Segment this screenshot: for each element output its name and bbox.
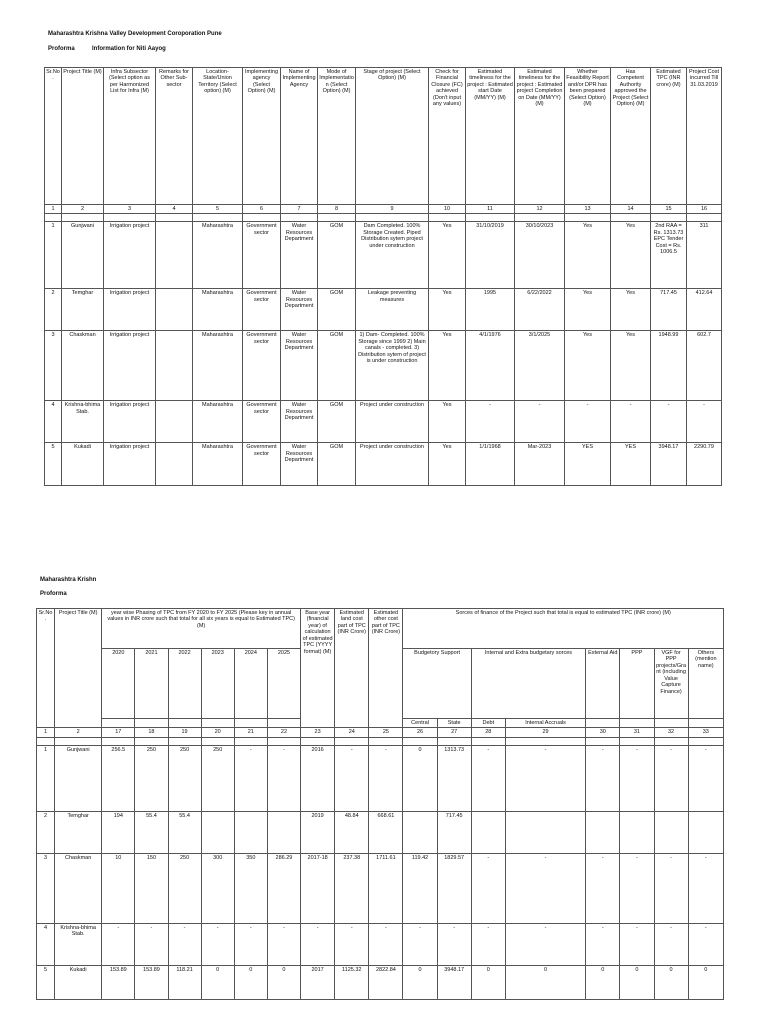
table-cell: Temghar — [55, 811, 102, 853]
table-cell: Yes — [429, 443, 466, 486]
table-cell: 412.64 — [687, 289, 722, 331]
header-cell: Estimated timeliness for the project : Estimated project Completion on Date (MM/YY) (M) — [515, 68, 565, 205]
table-cell: GOM — [318, 331, 356, 401]
year-header: 2023 — [201, 649, 234, 719]
column-number: 32 — [654, 728, 688, 737]
table-cell: - — [654, 745, 688, 811]
table-cell: Irrigation project — [104, 401, 156, 443]
table-cell: 1/1/1968 — [466, 443, 515, 486]
table-row — [45, 443, 722, 486]
table-cell: GOM — [318, 401, 356, 443]
organization-title: Maharashtra Krishna Valley Development Coroporation Pune — [48, 31, 222, 37]
table-cell: 5 — [45, 443, 62, 486]
table-cell: 4 — [37, 923, 55, 965]
project-info-table — [44, 67, 722, 486]
header-cell: PPP — [620, 649, 654, 719]
table-cell: 1313.73 — [437, 745, 471, 811]
spacer-row — [37, 737, 724, 745]
table-cell: Yes — [611, 222, 651, 289]
header-cell: Internal Accruals — [505, 719, 585, 728]
table-cell: Kukadi — [55, 965, 102, 999]
column-number: 23 — [301, 728, 335, 737]
table-cell: - — [505, 923, 585, 965]
table-cell: 0 — [234, 965, 267, 999]
header-cell: Implementing agency (Select Option) (M) — [243, 68, 281, 205]
table-cell: 2 — [45, 289, 62, 331]
table-cell: 3948.17 — [437, 965, 471, 999]
column-number: 1 — [45, 205, 62, 214]
table-cell: 717.45 — [651, 289, 687, 331]
table-cell — [586, 811, 620, 853]
table-cell: 2017 — [301, 965, 335, 999]
column-number: 13 — [565, 205, 611, 214]
table-cell: 4/1/1976 — [466, 331, 515, 401]
table-cell: Yes — [611, 331, 651, 401]
table-cell — [654, 811, 688, 853]
organization-title-short: Maharashtra Krishn — [40, 577, 97, 583]
header-cell: Infra Subsector (Select option as per Harmonized List for Infra (M) — [104, 68, 156, 205]
header-row — [45, 68, 722, 205]
header-cell: Sr.No. — [45, 68, 62, 205]
table-cell: 4 — [45, 401, 62, 443]
table-cell: - — [687, 401, 722, 443]
table-cell: Project under construction — [356, 443, 429, 486]
table-cell: 153.89 — [135, 965, 168, 999]
header-cell: Whether Feasibility Report and/or DPR has been prepared (Select Option) (M) — [565, 68, 611, 205]
table-cell: Irrigation project — [104, 222, 156, 289]
header-cell: Estimated land cost part of TPC (INR Crore) — [335, 609, 369, 728]
table-cell: 0 — [403, 965, 437, 999]
table-cell: - — [505, 745, 585, 811]
column-number: 5 — [193, 205, 243, 214]
table-cell: Yes — [611, 289, 651, 331]
column-number: 6 — [243, 205, 281, 214]
table-cell: 10 — [102, 853, 135, 923]
proforma-label-2: Proforma — [40, 591, 67, 597]
table-cell: 1125.32 — [335, 965, 369, 999]
table-cell: 1829.57 — [437, 853, 471, 923]
table-row — [37, 965, 724, 999]
header-cell: year wise Phasing of TPC from FY 2020 to FY 2025 (Please key in annual values in INR crore such that total for all six years is equal to Estimated TPC) (M) — [102, 609, 301, 649]
column-number: 33 — [688, 728, 723, 737]
column-number: 16 — [687, 205, 722, 214]
table-cell: 0 — [505, 965, 585, 999]
table-row — [45, 289, 722, 331]
table-cell — [234, 811, 267, 853]
table-cell — [471, 811, 505, 853]
column-number: 19 — [168, 728, 201, 737]
column-number: 30 — [586, 728, 620, 737]
column-number: 17 — [102, 728, 135, 737]
table-cell: Yes — [429, 222, 466, 289]
table-cell: 30/10/2023 — [515, 222, 565, 289]
table-cell: 250 — [135, 745, 168, 811]
column-number: 1 — [37, 728, 55, 737]
table-cell: 0 — [471, 965, 505, 999]
column-number: 4 — [156, 205, 193, 214]
header-cell: Project Title (M) — [55, 609, 102, 728]
table-cell: Maharashtra — [193, 331, 243, 401]
table-cell: 6/22/2022 — [515, 289, 565, 331]
table-cell: Yes — [429, 331, 466, 401]
column-number: 14 — [611, 205, 651, 214]
table-cell: Krishna-bhima Stab. — [55, 923, 102, 965]
table-cell: - — [654, 923, 688, 965]
table-cell: - — [201, 923, 234, 965]
column-number: 8 — [318, 205, 356, 214]
column-number-row — [37, 728, 724, 737]
column-number-row — [45, 205, 722, 214]
table-cell: Kukadi — [62, 443, 104, 486]
column-number: 24 — [335, 728, 369, 737]
table-cell: - — [335, 745, 369, 811]
header-cell: Budgetory Support — [403, 649, 471, 719]
table-cell: 1) Dam- Completed. 100% Storage since 1999 2) Main canals - completed. 3) Distribution sytem of project is under construction — [356, 331, 429, 401]
year-header: 2021 — [135, 649, 168, 719]
column-number: 2 — [62, 205, 104, 214]
table-cell: 55.4 — [168, 811, 201, 853]
table-cell — [620, 811, 654, 853]
table-cell: 0 — [620, 965, 654, 999]
table-cell: Maharashtra — [193, 289, 243, 331]
table-cell: 0 — [688, 965, 723, 999]
table-row — [45, 331, 722, 401]
table-cell: 3/1/2025 — [515, 331, 565, 401]
table-cell — [156, 443, 193, 486]
table-cell: 3 — [37, 853, 55, 923]
table-cell: 0 — [654, 965, 688, 999]
table-cell: 2 — [37, 811, 55, 853]
table-cell: - — [586, 923, 620, 965]
table-cell: - — [471, 745, 505, 811]
table-cell: - — [301, 923, 335, 965]
header-cell: Remarks for Other Sub-sector — [156, 68, 193, 205]
table-cell: - — [135, 923, 168, 965]
table-cell: 2017-18 — [301, 853, 335, 923]
table-cell: - — [565, 401, 611, 443]
table-cell: 1995 — [466, 289, 515, 331]
table-cell — [688, 811, 723, 853]
header-cell: Name of Implementing Agency — [281, 68, 318, 205]
table-cell: Chaskman — [62, 331, 104, 401]
column-number: 20 — [201, 728, 234, 737]
table-cell — [201, 811, 234, 853]
table-cell: GOM — [318, 222, 356, 289]
table-row — [37, 811, 724, 853]
table-cell: 668.61 — [369, 811, 403, 853]
table-cell: GOM — [318, 443, 356, 486]
column-number: 3 — [104, 205, 156, 214]
table-cell: 31/10/2019 — [466, 222, 515, 289]
table-cell: - — [688, 923, 723, 965]
table-cell: 0 — [403, 745, 437, 811]
header-cell: Location- State/Union Territory (Select option) (M) — [193, 68, 243, 205]
table-cell: GOM — [318, 289, 356, 331]
table-cell: - — [369, 745, 403, 811]
table-cell: - — [620, 745, 654, 811]
table-cell: - — [505, 853, 585, 923]
table-cell: 48.84 — [335, 811, 369, 853]
table-cell: Maharashtra — [193, 401, 243, 443]
table-row — [37, 745, 724, 811]
year-header: 2025 — [267, 649, 300, 719]
table-cell: - — [471, 923, 505, 965]
column-number: 2 — [55, 728, 102, 737]
table-cell: YES — [565, 443, 611, 486]
table-cell: 250 — [168, 745, 201, 811]
table-cell: Krishna-bhima Stab. — [62, 401, 104, 443]
table-cell: 286.29 — [267, 853, 300, 923]
table-cell: 150 — [135, 853, 168, 923]
column-number: 31 — [620, 728, 654, 737]
table-row — [37, 923, 724, 965]
table-cell: - — [335, 923, 369, 965]
table-cell: Maharashtra — [193, 443, 243, 486]
table-cell — [267, 811, 300, 853]
column-number: 29 — [505, 728, 585, 737]
table-cell: - — [586, 853, 620, 923]
table-cell: Irrigation project — [104, 289, 156, 331]
header-cell: Check for Financial Closure (FC) achieved (Don't input any values) — [429, 68, 466, 205]
table-cell — [505, 811, 585, 853]
column-number: 25 — [369, 728, 403, 737]
year-header: 2022 — [168, 649, 201, 719]
table-cell: - — [688, 745, 723, 811]
column-number: 12 — [515, 205, 565, 214]
table-cell: - — [651, 401, 687, 443]
header-cell: Sr.No. — [37, 609, 55, 728]
table-cell — [156, 401, 193, 443]
header-cell: Central — [403, 719, 437, 728]
table-cell: 2016 — [301, 745, 335, 811]
header-cell: Has Competent Authority approved the Project (Select Option) (M) — [611, 68, 651, 205]
table-cell: 250 — [168, 853, 201, 923]
table-cell: Water Resources Department — [281, 289, 318, 331]
table-cell — [156, 222, 193, 289]
table-cell: 350 — [234, 853, 267, 923]
table-cell: 1 — [45, 222, 62, 289]
table-cell: - — [267, 745, 300, 811]
table-cell: - — [403, 923, 437, 965]
header-row — [37, 609, 724, 649]
header-cell: Internal and Extra budgetary sorces — [471, 649, 585, 719]
table-cell: 153.89 — [102, 965, 135, 999]
table-cell: Water Resources Department — [281, 401, 318, 443]
table-cell: 1 — [37, 745, 55, 811]
table-cell: 3948.17 — [651, 443, 687, 486]
table-cell: Government sector — [243, 401, 281, 443]
table-cell: Dam Completed. 100% Storage Created. Piped Distribution sytem project under construction — [356, 222, 429, 289]
table-cell: - — [437, 923, 471, 965]
table-cell: 0 — [201, 965, 234, 999]
table-cell: - — [466, 401, 515, 443]
table-cell: 2290.79 — [687, 443, 722, 486]
table-row — [45, 222, 722, 289]
table-cell: 311 — [687, 222, 722, 289]
header-cell: Base year (financial year) of calculation of estimated TPC (YYYY format) (M) — [301, 609, 335, 728]
table-cell: 250 — [201, 745, 234, 811]
header-cell: Estimated timeliness for the project : Estimated start Date (MM/YY) (M) — [466, 68, 515, 205]
table-cell: 717.45 — [437, 811, 471, 853]
table-cell: Water Resources Department — [281, 331, 318, 401]
table-cell: - — [234, 745, 267, 811]
header-cell: Others (mention name) — [688, 649, 723, 719]
table-cell: 119.42 — [403, 853, 437, 923]
table-cell: 0 — [586, 965, 620, 999]
table-cell: Yes — [565, 222, 611, 289]
table-cell: Government sector — [243, 222, 281, 289]
table-cell: 300 — [201, 853, 234, 923]
table-cell: Temghar — [62, 289, 104, 331]
table-cell: Water Resources Department — [281, 222, 318, 289]
column-number: 27 — [437, 728, 471, 737]
table-cell: - — [471, 853, 505, 923]
table-cell: Leakage preventing measures — [356, 289, 429, 331]
table-cell: 118.21 — [168, 965, 201, 999]
table-cell — [156, 331, 193, 401]
column-number: 22 — [267, 728, 300, 737]
spacer-row — [45, 214, 722, 222]
table-cell: 0 — [267, 965, 300, 999]
column-number: 18 — [135, 728, 168, 737]
column-number: 28 — [471, 728, 505, 737]
header-cell: VGF for PPP projects/Grant (including Value Capture Finance) — [654, 649, 688, 719]
table-cell: - — [586, 745, 620, 811]
table-cell: Maharashtra — [193, 222, 243, 289]
table-cell: Government sector — [243, 289, 281, 331]
table-cell: 5 — [37, 965, 55, 999]
table-cell: Irrigation project — [104, 331, 156, 401]
header-cell: Mode of Implementation (Select Option) (M) — [318, 68, 356, 205]
table-cell: YES — [611, 443, 651, 486]
table-row — [45, 401, 722, 443]
table-cell — [156, 289, 193, 331]
table-cell: - — [611, 401, 651, 443]
table-cell: Mar-2023 — [515, 443, 565, 486]
table-cell — [403, 811, 437, 853]
table-cell: - — [515, 401, 565, 443]
table-cell: - — [654, 853, 688, 923]
table-cell: - — [620, 923, 654, 965]
column-number: 10 — [429, 205, 466, 214]
year-header: 2020 — [102, 649, 135, 719]
table-cell: 2019 — [301, 811, 335, 853]
header-cell: Sorces of finance of the Project such that total is equal to estimated TPC (INR crore) (M) — [403, 609, 724, 649]
table-row — [37, 853, 724, 923]
table-cell: Yes — [429, 401, 466, 443]
info-label: Information for Niti Aayog — [92, 46, 166, 52]
table-cell: 256.5 — [102, 745, 135, 811]
header-cell: Debt — [471, 719, 505, 728]
header-cell: Stage of project (Select Option) (M) — [356, 68, 429, 205]
table-cell: Yes — [565, 331, 611, 401]
header-cell: Estimated TPC (INR crore) (M) — [651, 68, 687, 205]
table-cell: 1711.61 — [369, 853, 403, 923]
column-number: 9 — [356, 205, 429, 214]
column-number: 15 — [651, 205, 687, 214]
table-cell: 1948.99 — [651, 331, 687, 401]
table-cell: Project under construction — [356, 401, 429, 443]
column-number: 7 — [281, 205, 318, 214]
year-header: 2024 — [234, 649, 267, 719]
column-number: 21 — [234, 728, 267, 737]
table-cell: 55.4 — [135, 811, 168, 853]
table-cell: Yes — [565, 289, 611, 331]
header-cell: Estimated other cost part of TPC (INR Crore) — [369, 609, 403, 728]
table-cell: Government sector — [243, 331, 281, 401]
table-cell: Yes — [429, 289, 466, 331]
table-cell: Water Resources Department — [281, 443, 318, 486]
table-cell: Gunjwani — [55, 745, 102, 811]
table-cell: 2822.84 — [369, 965, 403, 999]
table-cell: - — [234, 923, 267, 965]
column-number: 26 — [403, 728, 437, 737]
table-cell: - — [102, 923, 135, 965]
table-cell: Irrigation project — [104, 443, 156, 486]
proforma-label: Proforma — [48, 46, 75, 52]
table-cell: Chaskman — [55, 853, 102, 923]
column-number: 11 — [466, 205, 515, 214]
table-cell: 194 — [102, 811, 135, 853]
header-cell: Project Cost incurred Till 31.03.2019 — [687, 68, 722, 205]
header-cell: Project Title (M) — [62, 68, 104, 205]
table-cell: - — [369, 923, 403, 965]
table-cell: Government sector — [243, 443, 281, 486]
table-cell: - — [168, 923, 201, 965]
finance-table — [36, 608, 724, 1000]
table-cell: 237.38 — [335, 853, 369, 923]
table-cell: - — [688, 853, 723, 923]
table-cell: 2nd RAA = Rs. 1313.73 EPC Tender Cost = Rs. 1006.5 — [651, 222, 687, 289]
table-cell: - — [620, 853, 654, 923]
header-cell: External Aid — [586, 649, 620, 719]
table-cell: 602.7 — [687, 331, 722, 401]
table-cell: 3 — [45, 331, 62, 401]
table-cell: Gunjwani — [62, 222, 104, 289]
header-cell: State — [437, 719, 471, 728]
table-cell: - — [267, 923, 300, 965]
